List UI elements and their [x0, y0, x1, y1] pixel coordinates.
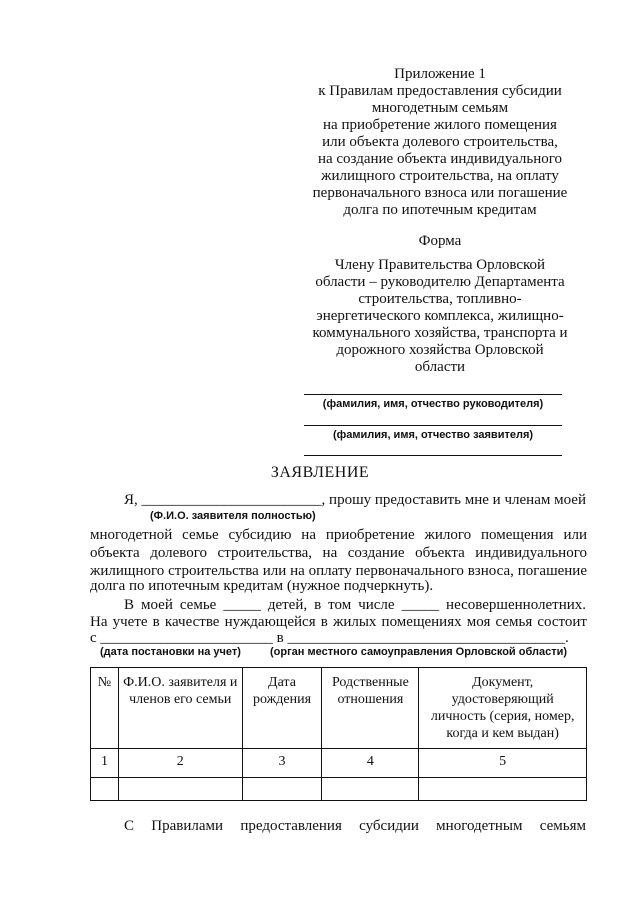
extra-line[interactable]: [304, 455, 562, 456]
addressee-line: дорожного хозяйства Орловской: [336, 342, 544, 358]
table-cell[interactable]: [91, 778, 119, 801]
table-cell[interactable]: [118, 778, 242, 801]
family-members-table: [90, 667, 587, 801]
annex-line: на создание объекта индивидуального: [317, 151, 563, 167]
annex-line: многодетным семьям: [371, 100, 509, 116]
addressee-line: области: [414, 359, 466, 375]
paragraph1-line: жилищного строительства или на оплату первоначального взноса, погашение: [90, 563, 587, 579]
col-header-number: №: [91, 668, 119, 749]
table-header-row: [91, 668, 587, 749]
date-caption: (дата постановки на учет): [100, 646, 241, 658]
annex-line: на приобретение жилого помещения: [323, 117, 557, 133]
form-label: Форма: [418, 233, 462, 249]
table-cell: 4: [322, 749, 419, 778]
table-row: [91, 778, 587, 801]
table-cell: 1: [91, 749, 119, 778]
paragraph3-line: С Правилами предоставления субсидии многодетным семьям: [124, 818, 586, 834]
paragraph1-line: многодетной семье субсидию на приобретение жилого помещения или: [90, 527, 587, 543]
paragraph2-line1: В моей семье _____ детей, в том числе _____ несовершеннолетних.: [124, 597, 586, 613]
authority-caption: (орган местного самоуправления Орловской области): [270, 646, 568, 658]
table-cell[interactable]: [419, 778, 587, 801]
fio-caption: (Ф.И.О. заявителя полностью): [150, 510, 316, 522]
addressee-line: области – руководителю Департамента: [315, 274, 565, 290]
addressee-line: строительства, топливно-: [358, 291, 522, 307]
paragraph1-line: объекта долевого строительства, на создание объекта индивидуального: [90, 545, 587, 561]
col-header-relation: Родственные отношения: [322, 668, 419, 749]
paragraph1-start: Я, ________________________, прошу предоставить мне и членам моей: [124, 492, 586, 508]
applicant-name-caption: (фамилия, имя, отчество заявителя): [332, 429, 534, 441]
annex-line: или объекта долевого строительства,: [322, 134, 558, 150]
table-cell: 3: [242, 749, 322, 778]
addressee-line: энергетического комплекса, жилищно-: [316, 308, 564, 324]
annex-line: Приложение 1: [394, 66, 486, 82]
annex-line: к Правилам предоставления субсидии: [318, 83, 562, 99]
document-title: ЗАЯВЛЕНИЕ: [270, 464, 370, 481]
head-name-caption: (фамилия, имя, отчество руководителя): [322, 398, 544, 410]
table-cell[interactable]: [242, 778, 322, 801]
col-header-fio: Ф.И.О. заявителя и членов его семьи: [118, 668, 242, 749]
addressee-line: коммунального хозяйства, транспорта и: [312, 325, 568, 341]
table-cell: 5: [419, 749, 587, 778]
paragraph1-last: долга по ипотечным кредитам (нужное подчеркнуть).: [90, 578, 434, 594]
applicant-name-line[interactable]: [304, 425, 562, 426]
paragraph2-line2: На учете в качестве нуждающейся в жилых помещениях моя семья состоит: [90, 614, 587, 630]
annex-line: жилищного строительства, на оплату: [321, 168, 559, 184]
table-cell[interactable]: [322, 778, 419, 801]
annex-line: первоначального взноса или погашение: [312, 185, 568, 201]
paragraph2-line3: с _______________________ в _____________________________________.: [90, 630, 569, 646]
table-cell: 2: [118, 749, 242, 778]
table-numbering-row: [91, 749, 587, 778]
annex-header: [300, 66, 580, 219]
col-header-document: Документ, удостоверяющий личность (серия, номер, когда и кем выдан): [419, 668, 587, 749]
annex-line: долга по ипотечным кредитам: [343, 202, 537, 218]
addressee-block: [300, 257, 580, 376]
head-name-line[interactable]: [304, 394, 562, 395]
addressee-line: Члену Правительства Орловской: [334, 257, 546, 273]
col-header-birthdate: Дата рождения: [242, 668, 322, 749]
